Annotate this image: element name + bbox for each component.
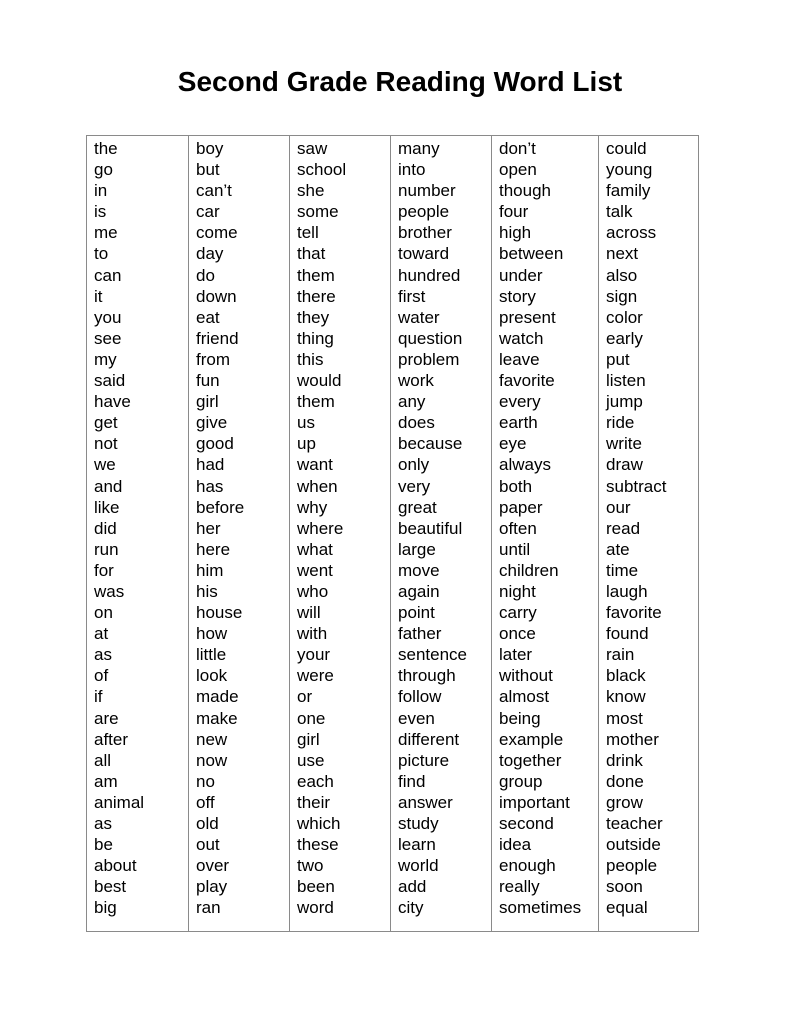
word-cell: subtract: [606, 476, 667, 496]
word-cell: tell: [297, 223, 319, 243]
word-cell: if: [94, 687, 103, 707]
word-cell: drink: [606, 750, 643, 770]
word-cell: present: [499, 307, 556, 327]
word-cell: animal: [94, 792, 145, 812]
word-cell: across: [606, 223, 657, 243]
word-cell: four: [499, 202, 529, 222]
word-cell: really: [499, 877, 540, 897]
word-cell: did: [94, 518, 117, 538]
word-cell: example: [499, 729, 564, 749]
word-cell: here: [196, 539, 231, 559]
word-cell: problem: [398, 349, 460, 369]
word-cell: been: [297, 877, 335, 897]
word-cell: father: [398, 624, 442, 644]
word-cell: hundred: [398, 265, 461, 285]
word-cell: water: [398, 307, 440, 327]
word-cell: found: [606, 624, 649, 644]
word-cell: play: [196, 877, 228, 897]
word-cell: one: [297, 708, 326, 728]
word-cell: only: [398, 455, 430, 475]
word-cell: or: [297, 687, 313, 707]
word-cell: question: [398, 328, 463, 348]
word-cell: me: [94, 223, 118, 243]
word-cell: but: [196, 160, 220, 180]
word-cell: again: [398, 581, 440, 601]
word-cell: on: [94, 603, 113, 623]
word-cell: answer: [398, 792, 453, 812]
word-cell: put: [606, 349, 630, 369]
word-cell: even: [398, 708, 435, 728]
word-cell: though: [499, 181, 551, 201]
word-cell: out: [196, 835, 220, 855]
word-cell: study: [398, 814, 439, 833]
word-cell: girl: [196, 392, 219, 412]
word-cell: has: [196, 476, 224, 496]
word-cell: come: [196, 223, 238, 243]
word-cell: how: [196, 624, 228, 644]
word-cell: under: [499, 265, 543, 285]
word-cell: word: [297, 898, 334, 918]
word-cell: add: [398, 877, 427, 897]
word-cell: these: [297, 835, 339, 855]
word-cell: will: [297, 603, 321, 623]
word-cell: can: [94, 265, 122, 285]
word-cell: both: [499, 476, 533, 496]
word-cell: at: [94, 624, 109, 644]
word-cell: together: [499, 750, 562, 770]
word-cell: different: [398, 729, 460, 749]
word-cell: eat: [196, 307, 220, 327]
word-column-2: [188, 136, 289, 931]
word-cell: people: [606, 856, 658, 876]
word-cell: their: [297, 792, 331, 812]
word-cell: through: [398, 666, 456, 686]
word-cell: first: [398, 286, 426, 306]
word-cell: large: [398, 539, 436, 559]
word-cell: high: [499, 223, 532, 243]
word-cell: family: [606, 181, 651, 201]
word-cell: do: [196, 265, 215, 285]
word-cell: would: [297, 371, 342, 391]
word-cell: use: [297, 750, 325, 770]
word-cell: over: [196, 856, 230, 876]
word-cell: can’t: [196, 181, 232, 201]
word-cell: we: [94, 455, 116, 475]
word-cell: almost: [499, 687, 550, 707]
word-cell: ran: [196, 898, 221, 918]
word-cell: make: [196, 708, 238, 728]
word-cell: idea: [499, 835, 532, 855]
word-cell: two: [297, 856, 324, 876]
word-cell: want: [297, 455, 333, 475]
word-cell: fun: [196, 371, 220, 391]
word-cell: toward: [398, 244, 450, 264]
word-cell: talk: [606, 202, 633, 222]
word-cell: and: [94, 476, 123, 496]
word-cell: house: [196, 603, 243, 623]
word-cell: between: [499, 244, 564, 264]
word-column-1: [87, 136, 188, 931]
word-cell: each: [297, 771, 334, 791]
word-cell: teacher: [606, 814, 663, 833]
word-cell: soon: [606, 877, 643, 897]
word-table: [86, 135, 699, 932]
word-cell: the: [94, 139, 118, 158]
word-cell: young: [606, 160, 653, 180]
word-cell: picture: [398, 750, 450, 770]
word-cell: color: [606, 307, 643, 327]
word-cell: it: [94, 286, 103, 306]
word-cell: point: [398, 603, 435, 623]
word-cell: school: [297, 160, 347, 180]
word-cell: always: [499, 455, 551, 475]
word-cell: learn: [398, 835, 436, 855]
word-cell: enough: [499, 856, 556, 876]
word-cell: work: [398, 371, 434, 391]
word-cell: sign: [606, 286, 638, 306]
word-cell: said: [94, 371, 126, 391]
word-cell: next: [606, 244, 639, 264]
word-cell: black: [606, 666, 646, 686]
word-cell: as: [94, 814, 112, 833]
word-cell: great: [398, 497, 437, 517]
word-cell: are: [94, 708, 119, 728]
word-cell: when: [297, 476, 338, 496]
word-cell: also: [606, 265, 638, 285]
word-cell: find: [398, 771, 426, 791]
word-cell: rain: [606, 645, 635, 665]
word-cell: no: [196, 771, 215, 791]
word-cell: sentence: [398, 645, 467, 665]
word-cell: people: [398, 202, 450, 222]
word-column-4: [390, 136, 491, 931]
word-cell: equal: [606, 898, 648, 918]
word-cell: about: [94, 856, 137, 876]
word-cell: them: [297, 392, 335, 412]
word-cell: they: [297, 307, 330, 327]
word-cell: done: [606, 771, 644, 791]
word-cell: from: [196, 349, 230, 369]
word-cell: know: [606, 687, 646, 707]
word-cell: earth: [499, 413, 538, 433]
word-cell: being: [499, 708, 541, 728]
word-cell: good: [196, 434, 234, 454]
word-cell: you: [94, 307, 122, 327]
word-cell: was: [94, 581, 125, 601]
word-cell: to: [94, 244, 109, 264]
word-cell: city: [398, 898, 424, 918]
word-cell: who: [297, 581, 329, 601]
word-cell: night: [499, 581, 536, 601]
word-cell: story: [499, 286, 536, 306]
word-cell: write: [606, 434, 642, 454]
word-cell: as: [94, 645, 112, 665]
word-cell: open: [499, 160, 537, 180]
word-cell: old: [196, 814, 219, 833]
word-cell: before: [196, 497, 245, 517]
word-column-6: [598, 136, 698, 931]
word-cell: beautiful: [398, 518, 463, 538]
word-cell: get: [94, 413, 118, 433]
word-cell: often: [499, 518, 537, 538]
word-cell: that: [297, 244, 326, 264]
word-cell: she: [297, 181, 325, 201]
word-cell: paper: [499, 497, 543, 517]
word-cell: laugh: [606, 581, 648, 601]
word-cell: second: [499, 814, 554, 833]
word-cell: went: [297, 560, 333, 580]
word-cell: draw: [606, 455, 643, 475]
word-cell: new: [196, 729, 228, 749]
word-cell: later: [499, 645, 533, 665]
word-cell: now: [196, 750, 228, 770]
word-cell: after: [94, 729, 129, 749]
word-cell: with: [297, 624, 328, 644]
word-cell: have: [94, 392, 131, 412]
word-cell: give: [196, 413, 228, 433]
word-cell: your: [297, 645, 331, 665]
word-cell: world: [398, 856, 439, 876]
word-cell: friend: [196, 328, 239, 348]
word-cell: in: [94, 181, 108, 201]
word-cell: down: [196, 286, 237, 306]
word-cell: read: [606, 518, 641, 538]
word-cell: brother: [398, 223, 452, 243]
word-cell: his: [196, 581, 218, 601]
word-cell: does: [398, 413, 435, 433]
word-cell: us: [297, 413, 315, 433]
word-cell: girl: [297, 729, 320, 749]
word-cell: most: [606, 708, 643, 728]
word-cell: every: [499, 392, 541, 412]
word-cell: this: [297, 349, 324, 369]
word-cell: there: [297, 286, 336, 306]
word-cell: favorite: [499, 371, 555, 391]
word-cell: watch: [499, 328, 544, 348]
word-cell: up: [297, 434, 316, 454]
word-cell: best: [94, 877, 127, 897]
word-cell: time: [606, 560, 639, 580]
word-cell: any: [398, 392, 426, 412]
word-cell: ate: [606, 539, 630, 559]
word-cell: listen: [606, 371, 646, 391]
word-cell: eye: [499, 434, 527, 454]
word-cell: them: [297, 265, 335, 285]
word-cell: could: [606, 139, 647, 158]
word-cell: of: [94, 666, 109, 686]
word-cell: be: [94, 835, 113, 855]
word-cell: go: [94, 160, 113, 180]
word-cell: little: [196, 645, 227, 665]
word-cell: into: [398, 160, 426, 180]
word-cell: without: [499, 666, 553, 686]
word-cell: many: [398, 139, 440, 158]
word-cell: am: [94, 771, 118, 791]
word-cell: day: [196, 244, 224, 264]
word-cell: important: [499, 792, 570, 812]
page-title: Second Grade Reading Word List: [177, 66, 623, 97]
word-cell: follow: [398, 687, 442, 707]
word-cell: grow: [606, 792, 643, 812]
word-cell: because: [398, 434, 463, 454]
word-cell: what: [297, 539, 333, 559]
word-cell: my: [94, 349, 117, 369]
word-cell: thing: [297, 328, 334, 348]
word-cell: were: [297, 666, 334, 686]
word-cell: big: [94, 898, 117, 918]
word-cell: car: [196, 202, 220, 222]
word-column-5: [491, 136, 598, 931]
word-cell: number: [398, 181, 456, 201]
word-cell: don’t: [499, 139, 536, 158]
word-cell: him: [196, 560, 224, 580]
word-cell: off: [196, 792, 215, 812]
word-cell: early: [606, 328, 643, 348]
word-cell: until: [499, 539, 531, 559]
word-cell: saw: [297, 139, 328, 158]
word-cell: where: [297, 518, 344, 538]
word-cell: jump: [606, 392, 643, 412]
word-cell: for: [94, 560, 114, 580]
word-cell: ride: [606, 413, 635, 433]
word-cell: not: [94, 434, 118, 454]
word-cell: see: [94, 328, 122, 348]
word-cell: favorite: [606, 603, 662, 623]
word-column-3: [289, 136, 390, 931]
word-cell: children: [499, 560, 559, 580]
word-cell: leave: [499, 349, 540, 369]
word-cell: some: [297, 202, 339, 222]
word-cell: very: [398, 476, 431, 496]
word-cell: group: [499, 771, 543, 791]
word-cell: mother: [606, 729, 659, 749]
word-cell: had: [196, 455, 225, 475]
word-cell: outside: [606, 835, 661, 855]
word-cell: which: [297, 814, 341, 833]
word-cell: move: [398, 560, 440, 580]
word-cell: our: [606, 497, 631, 517]
word-cell: is: [94, 202, 107, 222]
word-cell: sometimes: [499, 898, 582, 918]
word-cell: her: [196, 518, 221, 538]
word-cell: like: [94, 497, 120, 517]
word-cell: look: [196, 666, 228, 686]
word-cell: boy: [196, 139, 224, 158]
word-cell: carry: [499, 603, 537, 623]
word-cell: once: [499, 624, 536, 644]
word-cell: made: [196, 687, 239, 707]
word-cell: why: [297, 497, 328, 517]
word-cell: run: [94, 539, 119, 559]
word-cell: all: [94, 750, 112, 770]
